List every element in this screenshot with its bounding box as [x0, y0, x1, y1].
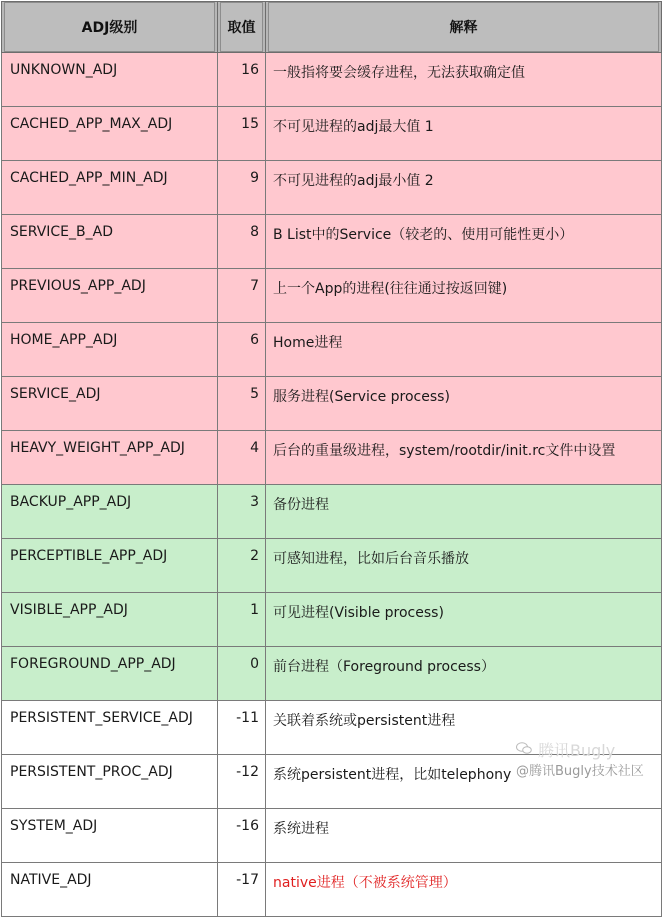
table-row [2, 161, 662, 215]
table-row [2, 215, 662, 269]
table-row [2, 485, 662, 539]
adj-value-cell: 9 [218, 161, 266, 215]
adj-explanation-cell: 备份进程 [266, 485, 662, 539]
adj-value-cell: 5 [218, 377, 266, 431]
adj-level-cell: PREVIOUS_APP_ADJ [2, 269, 218, 323]
table-row [2, 431, 662, 485]
adj-value-cell: -17 [218, 863, 266, 917]
table-row [2, 809, 662, 863]
adj-level-cell: PERSISTENT_SERVICE_ADJ [2, 701, 218, 755]
table-row [2, 755, 662, 809]
adj-level-cell: VISIBLE_APP_ADJ [2, 593, 218, 647]
adj-explanation-cell: 服务进程(Service process) [266, 377, 662, 431]
adj-value-cell: -12 [218, 755, 266, 809]
adj-value-cell: 16 [218, 53, 266, 107]
adj-value-cell: 6 [218, 323, 266, 377]
adj-level-cell: HOME_APP_ADJ [2, 323, 218, 377]
header-explanation: 解释 [266, 2, 662, 53]
adj-explanation-cell: 系统persistent进程，比如telephony [266, 755, 662, 809]
table-header-row [2, 2, 662, 53]
adj-value-cell: 0 [218, 647, 266, 701]
adj-value-cell: 3 [218, 485, 266, 539]
adj-level-cell: SERVICE_ADJ [2, 377, 218, 431]
adj-explanation-cell: Home进程 [266, 323, 662, 377]
adj-level-cell: NATIVE_ADJ [2, 863, 218, 917]
adj-level-cell: PERCEPTIBLE_APP_ADJ [2, 539, 218, 593]
adj-value-cell: 2 [218, 539, 266, 593]
table-row [2, 593, 662, 647]
adj-explanation-cell: 可感知进程，比如后台音乐播放 [266, 539, 662, 593]
adj-explanation-cell: 前台进程（Foreground process） [266, 647, 662, 701]
adj-explanation-cell: 上一个App的进程(往往通过按返回键) [266, 269, 662, 323]
adj-explanation-cell: 后台的重量级进程，system/rootdir/init.rc文件中设置 [266, 431, 662, 485]
adj-explanation-cell: B List中的Service（较老的、使用可能性更小） [266, 215, 662, 269]
watermark-subtitle: @腾讯Bugly技术社区 [516, 764, 644, 779]
adj-value-cell: 8 [218, 215, 266, 269]
adj-level-cell: HEAVY_WEIGHT_APP_ADJ [2, 431, 218, 485]
watermark-brand: 腾讯Bugly [538, 741, 616, 760]
adj-level-cell: UNKNOWN_ADJ [2, 53, 218, 107]
adj-value-cell: 7 [218, 269, 266, 323]
table-row [2, 377, 662, 431]
adj-level-cell: CACHED_APP_MIN_ADJ [2, 161, 218, 215]
adj-level-cell: SERVICE_B_AD [2, 215, 218, 269]
adj-value-cell: -11 [218, 701, 266, 755]
adj-value-cell: 4 [218, 431, 266, 485]
adj-explanation-cell: 关联着系统或persistent进程 [266, 701, 662, 755]
adj-value-cell: -16 [218, 809, 266, 863]
adj-value-cell: 15 [218, 107, 266, 161]
adj-value-cell: 1 [218, 593, 266, 647]
adj-level-cell: SYSTEM_ADJ [2, 809, 218, 863]
adj-level-cell: BACKUP_APP_ADJ [2, 485, 218, 539]
header-value: 取值 [218, 2, 266, 53]
adj-level-cell: FOREGROUND_APP_ADJ [2, 647, 218, 701]
table-row [2, 863, 662, 917]
table-row [2, 539, 662, 593]
adj-level-cell: CACHED_APP_MAX_ADJ [2, 107, 218, 161]
adj-explanation-cell: 系统进程 [266, 809, 662, 863]
adj-level-table [1, 1, 662, 917]
adj-level-cell: PERSISTENT_PROC_ADJ [2, 755, 218, 809]
table-row [2, 701, 662, 755]
adj-explanation-cell: 可见进程(Visible process) [266, 593, 662, 647]
adj-explanation-cell: native进程（不被系统管理） [266, 863, 662, 917]
table-row [2, 53, 662, 107]
table-row [2, 107, 662, 161]
table-row [2, 647, 662, 701]
adj-explanation-cell: 不可见进程的adj最大值 1 [266, 107, 662, 161]
table-row [2, 323, 662, 377]
adj-explanation-cell: 一般指将要会缓存进程，无法获取确定值 [266, 53, 662, 107]
header-adj-level: ADJ级别 [2, 2, 218, 53]
adj-explanation-cell: 不可见进程的adj最小值 2 [266, 161, 662, 215]
table-row [2, 269, 662, 323]
